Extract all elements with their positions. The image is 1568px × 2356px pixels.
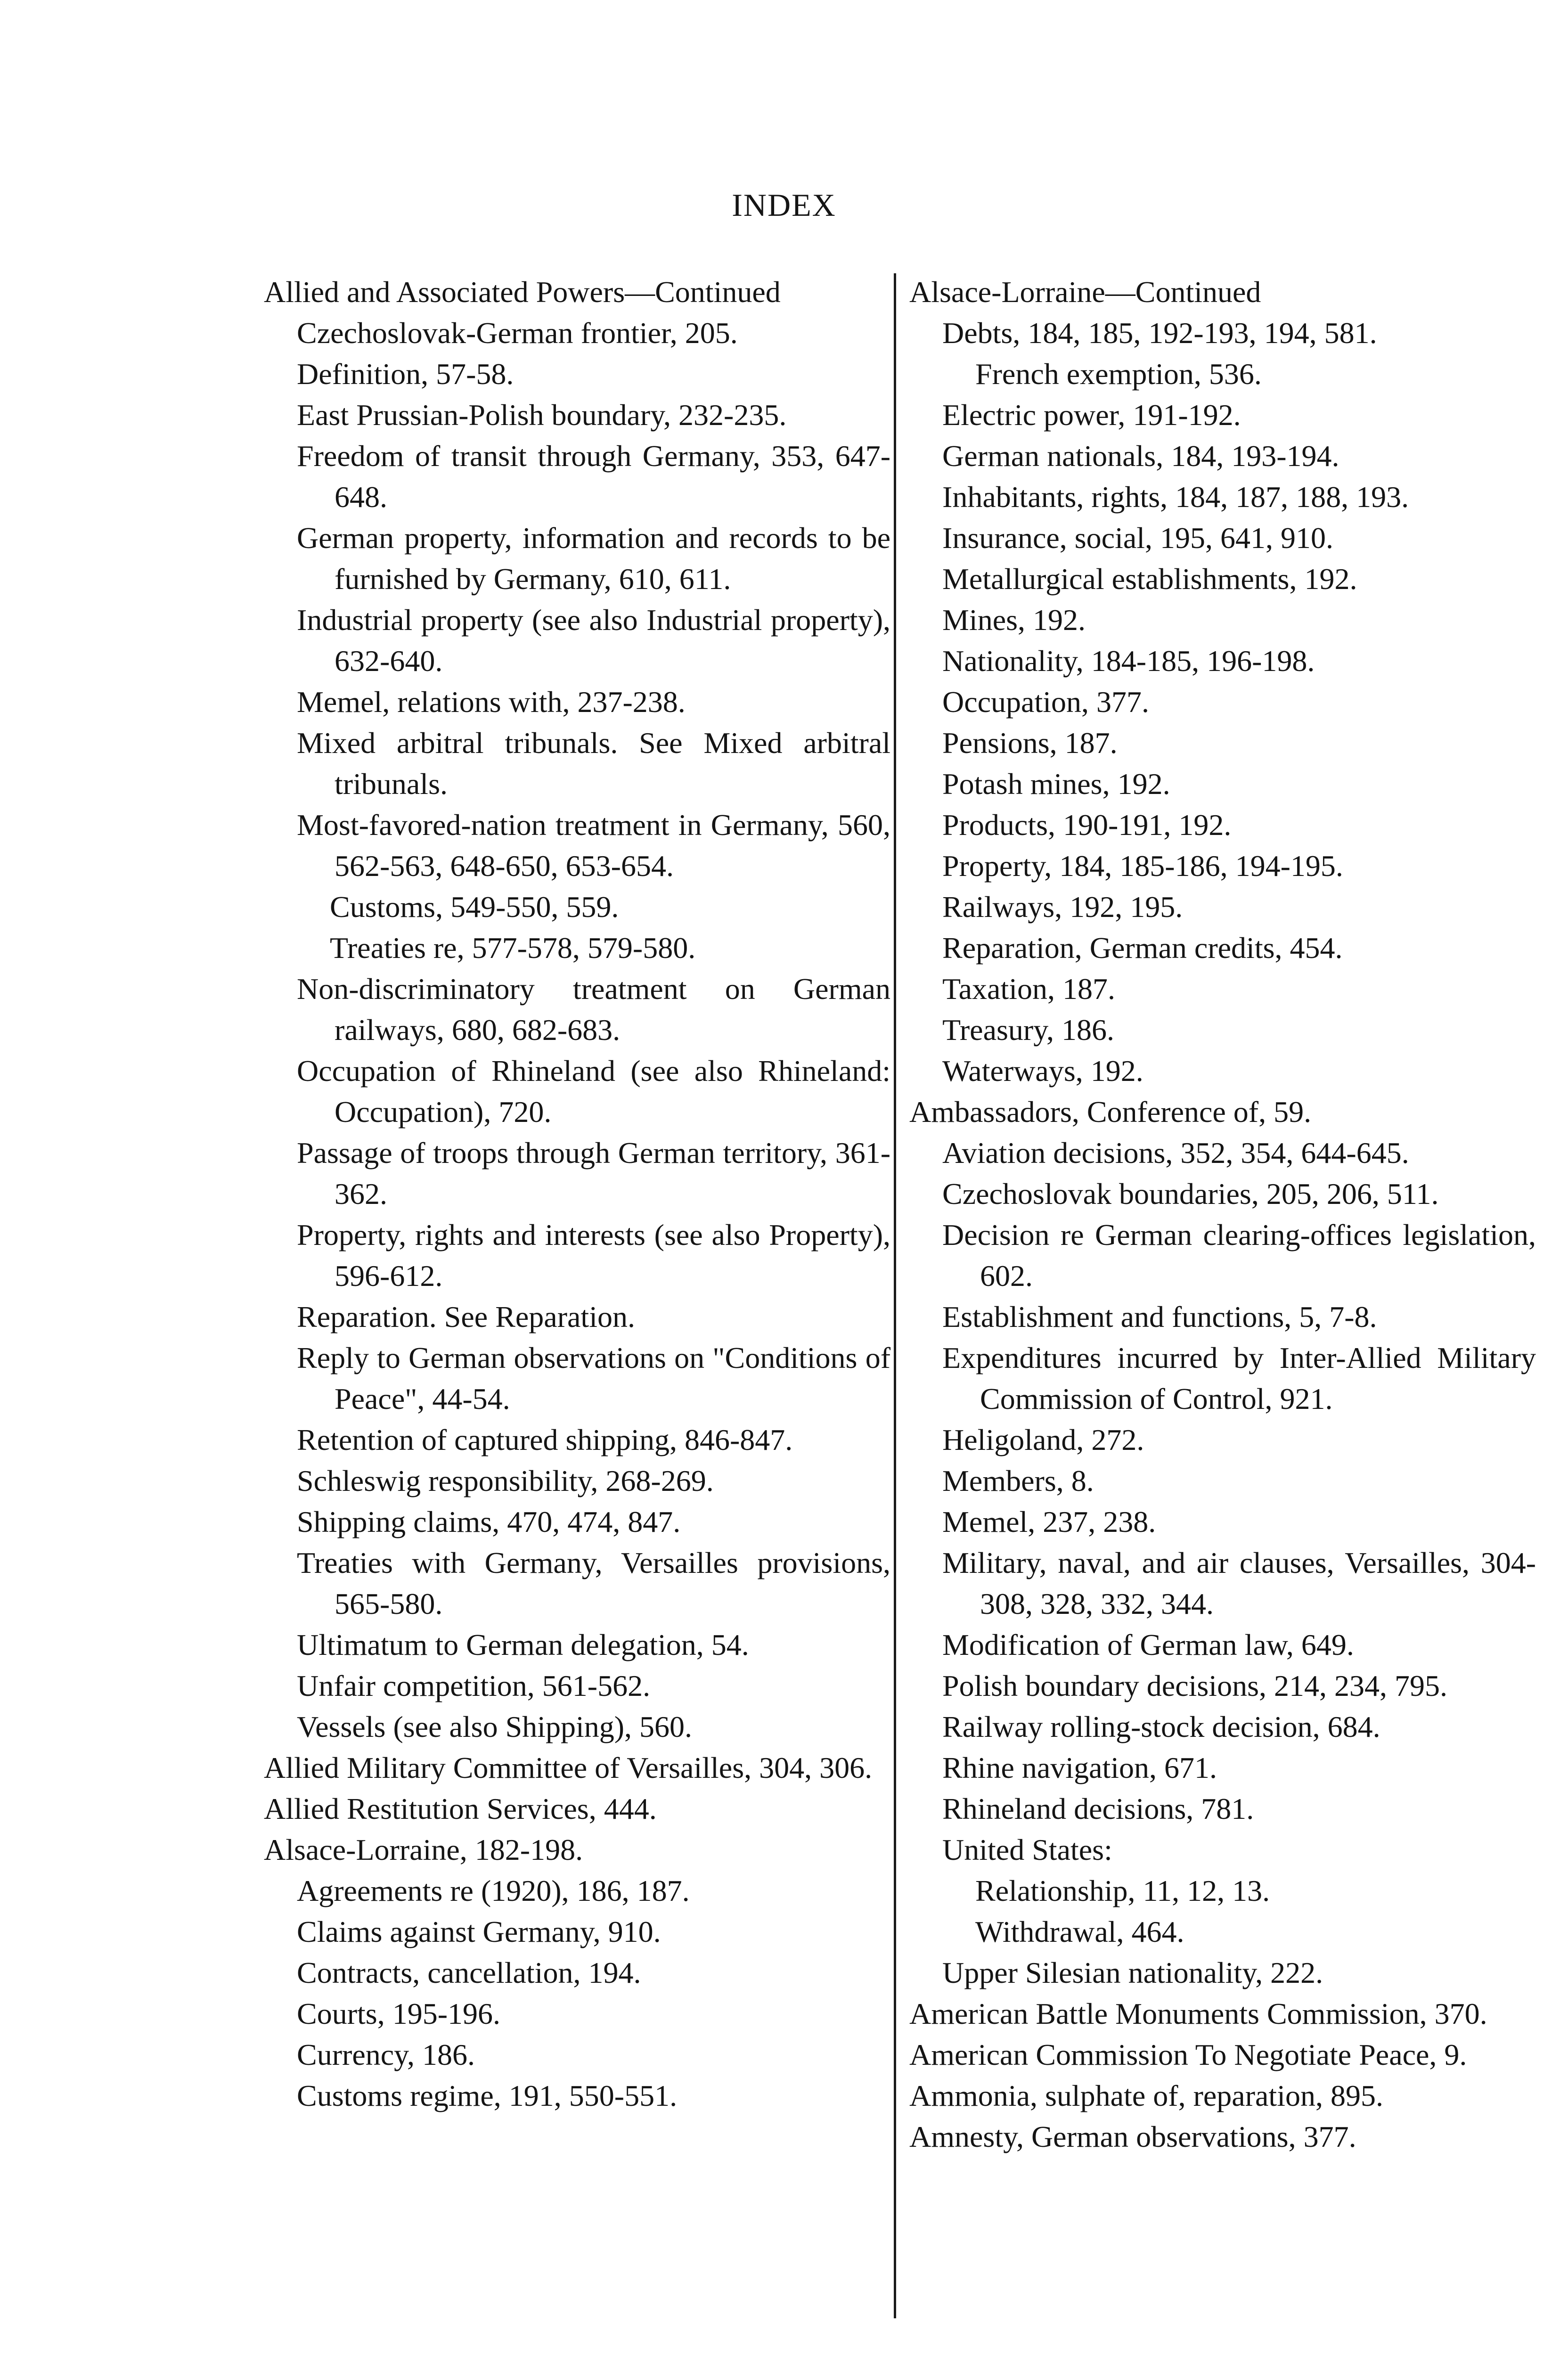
index-entry: Industrial property (see also Industrial property), 632-640. (297, 603, 890, 678)
index-entry: Unfair competition, 561-562. (297, 1669, 651, 1702)
index-entry: Vessels (see also Shipping), 560. (297, 1710, 693, 1743)
index-entry: Non-discriminatory treatment on German railways, 680, 682-683. (297, 972, 890, 1047)
index-entry: Schleswig responsibility, 268-269. (297, 1464, 714, 1497)
index-entry: Treasury, 186. (942, 1013, 1115, 1047)
index-entry: Decision re German clearing-offices legislation, 602. (942, 1218, 1536, 1293)
index-entry: Relationship, 11, 12, 13. (975, 1874, 1270, 1907)
index-entry: American Battle Monuments Commission, 370. (909, 1997, 1487, 2030)
index-entry: Members, 8. (942, 1464, 1094, 1497)
index-entry: Products, 190-191, 192. (942, 808, 1232, 842)
index-entry: Treaties with Germany, Versailles provisions, 565-580. (297, 1546, 890, 1620)
index-entry: Reparation. See Reparation. (297, 1300, 635, 1333)
index-entry: Rhine navigation, 671. (942, 1751, 1217, 1784)
index-entry: Allied Restitution Services, 444. (264, 1792, 657, 1825)
index-entry: Ammonia, sulphate of, reparation, 895. (909, 2079, 1383, 2112)
index-entry: Polish boundary decisions, 214, 234, 795. (942, 1669, 1447, 1702)
index-entry: German nationals, 184, 193-194. (942, 439, 1339, 473)
index-column-right (909, 271, 1536, 2157)
index-entry: Amnesty, German observations, 377. (909, 2120, 1356, 2153)
index-column-left (264, 271, 890, 2116)
index-entry: Agreements re (1920), 186, 187. (297, 1874, 690, 1907)
index-entry: Contracts, cancellation, 194. (297, 1956, 641, 1989)
index-entry: Retention of captured shipping, 846-847. (297, 1423, 793, 1456)
index-entry: Customs, 549-550, 559. (330, 890, 619, 924)
index-entry: Passage of troops through German territory, 361-362. (297, 1136, 890, 1211)
index-entry: Ultimatum to German delegation, 54. (297, 1628, 749, 1661)
index-entry: Nationality, 184-185, 196-198. (942, 644, 1315, 678)
index-entry: Ambassadors, Conference of, 59. (909, 1095, 1312, 1129)
index-entry: Freedom of transit through Germany, 353, 647-648. (297, 439, 890, 514)
index-entry: Customs regime, 191, 550-551. (297, 2079, 678, 2112)
index-entry: Currency, 186. (297, 2038, 475, 2071)
index-entry: Occupation of Rhineland (see also Rhineland: Occupation), 720. (297, 1054, 890, 1129)
index-entry: Property, rights and interests (see also Property), 596-612. (297, 1218, 890, 1293)
index-entry: Metallurgical establishments, 192. (942, 562, 1357, 596)
index-entry: Courts, 195-196. (297, 1997, 500, 2030)
index-entry: East Prussian-Polish boundary, 232-235. (297, 398, 787, 432)
index-entry: Shipping claims, 470, 474, 847. (297, 1505, 681, 1538)
index-entry: Allied Military Committee of Versailles, 304, 306. (264, 1751, 873, 1784)
index-entry: Military, naval, and air clauses, Versailles, 304-308, 328, 332, 344. (942, 1546, 1536, 1620)
index-entry: American Commission To Negotiate Peace, 9. (909, 2038, 1467, 2071)
index-entry: Inhabitants, rights, 184, 187, 188, 193. (942, 480, 1409, 514)
index-entry: German property, information and records to be furnished by Germany, 610, 611. (297, 521, 890, 596)
index-entry: Upper Silesian nationality, 222. (942, 1956, 1323, 1989)
index-entry: Reply to German observations on "Conditions of Peace", 44-54. (297, 1341, 890, 1415)
index-entry: Rhineland decisions, 781. (942, 1792, 1254, 1825)
index-entry: Expenditures incurred by Inter-Allied Military Commission of Control, 921. (942, 1341, 1536, 1415)
index-entry: Mixed arbitral tribunals. See Mixed arbitral tribunals. (297, 726, 890, 801)
index-entry: Railway rolling-stock decision, 684. (942, 1710, 1380, 1743)
index-entry: Modification of German law, 649. (942, 1628, 1354, 1661)
index-entry: Waterways, 192. (942, 1054, 1143, 1088)
index-entry: Memel, relations with, 237-238. (297, 685, 686, 719)
index-entry: French exemption, 536. (975, 357, 1262, 391)
index-entry: Withdrawal, 464. (975, 1915, 1184, 1948)
index-entry: Memel, 237, 238. (942, 1505, 1156, 1538)
index-entry: Most-favored-nation treatment in Germany, 560, 562-563, 648-650, 653-654. (297, 808, 890, 883)
index-entry: Taxation, 187. (942, 972, 1115, 1006)
index-entry: Occupation, 377. (942, 685, 1149, 719)
index-entry: Mines, 192. (942, 603, 1086, 637)
index-entry: Aviation decisions, 352, 354, 644-645. (942, 1136, 1409, 1170)
index-entry: Establishment and functions, 5, 7-8. (942, 1300, 1377, 1333)
index-entry: Potash mines, 192. (942, 767, 1170, 801)
index-entry: Czechoslovak boundaries, 205, 206, 511. (942, 1177, 1439, 1211)
index-entry: Electric power, 191-192. (942, 398, 1241, 432)
index-entry: Reparation, German credits, 454. (942, 931, 1343, 965)
index-entry: Debts, 184, 185, 192-193, 194, 581. (942, 316, 1377, 350)
column-divider (894, 273, 896, 2318)
index-entry: Alsace-Lorraine—Continued (909, 275, 1261, 309)
index-entry: Property, 184, 185-186, 194-195. (942, 849, 1343, 883)
index-entry: Insurance, social, 195, 641, 910. (942, 521, 1334, 555)
index-entry: United States: (942, 1833, 1112, 1866)
index-entry: Czechoslovak-German frontier, 205. (297, 316, 738, 350)
index-entry: Alsace-Lorraine, 182-198. (264, 1833, 583, 1866)
page-title: INDEX (732, 187, 836, 223)
index-entry: Railways, 192, 195. (942, 890, 1183, 924)
index-entry: Heligoland, 272. (942, 1423, 1144, 1456)
index-entry: Definition, 57-58. (297, 357, 514, 391)
index-entry: Allied and Associated Powers—Continued (264, 275, 781, 309)
index-entry: Treaties re, 577-578, 579-580. (330, 931, 696, 965)
index-entry: Claims against Germany, 910. (297, 1915, 661, 1948)
index-entry: Pensions, 187. (942, 726, 1118, 760)
